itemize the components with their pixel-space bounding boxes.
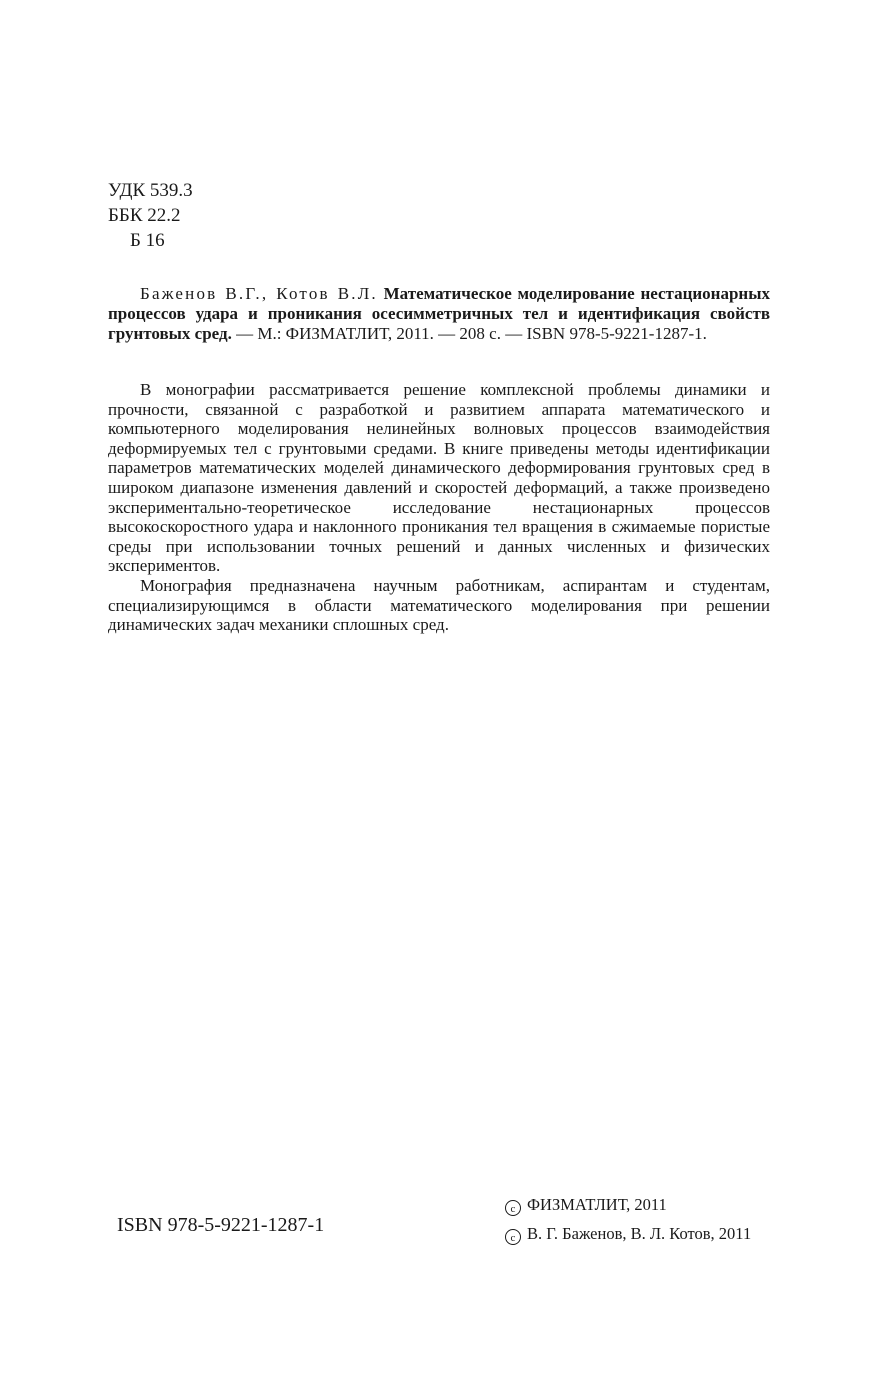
udk-index: УДК 539.3 — [108, 180, 193, 201]
copyright-publisher: ФИЗМАТЛИТ, 2011 — [527, 1195, 667, 1214]
author-mark: Б 16 — [130, 230, 165, 251]
authors: Баженов В.Г., Котов В.Л. — [140, 284, 378, 303]
book-title: Математическое моделирование нестационарных процессов удара и проникания осесимметричных тел и идентификация свойств грунтовых сред. — [108, 284, 770, 343]
copyright-line — [505, 1219, 751, 1248]
copyright-authors: В. Г. Баженов, В. Л. Котов, 2011 — [527, 1224, 752, 1243]
copyright-block — [505, 1190, 751, 1248]
copyright-icon: c — [505, 1200, 521, 1216]
isbn: ISBN 978-5-9221-1287-1 — [117, 1214, 325, 1236]
bibliographic-record — [108, 284, 770, 344]
abstract-paragraph: Монография предназначена научным работникам, аспирантам и студентам, специализирующимся в области математического моделирования при решении динамических задач механики сплошных сред. — [108, 575, 770, 635]
bbk-index: ББК 22.2 — [108, 205, 181, 226]
abstract-paragraph: В монографии рассматривается решение комплексной проблемы динамики и прочности, связанной с разработкой и развитием аппарата математического и компьютерного моделирования нелинейных волновых процессов взаимодействия деформируемых тел с грунтовыми средами. В книге приведены методы идентификации параметров математических моделей динамического деформирования грунтовых сред в широком диапазоне изменения давлений и скоростей деформаций, а также произведено экспериментально-теоретическое исследование нестационарных процессов высокоскоростного удара и наклонного проникания тел вращения в сжимаемые пористые среды при использовании точных решений и данных численных и физических экспериментов. — [108, 380, 770, 576]
imprint: — М.: ФИЗМАТЛИТ, 2011. — 208 с. — ISBN 978-5-9221-1287-1. — [236, 324, 707, 343]
copyright-line — [505, 1190, 751, 1219]
copyright-icon: c — [505, 1229, 521, 1245]
classification-block — [108, 178, 193, 253]
abstract — [108, 380, 770, 635]
